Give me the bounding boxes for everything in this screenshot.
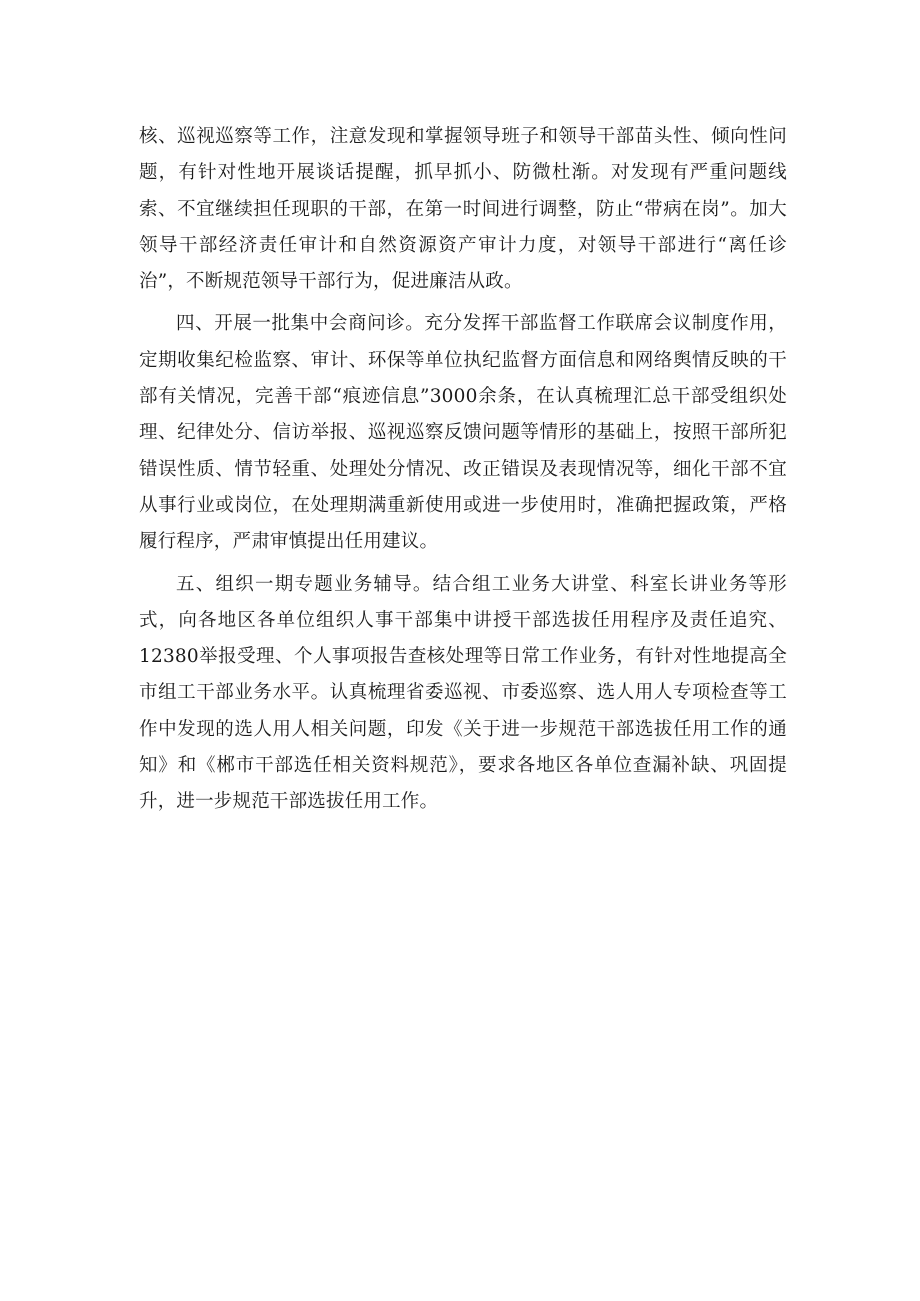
- paragraph-section-five: 五、组织一期专题业务辅导。结合组工业务大讲堂、科室长讲业务等形式，向各地区各单位组织人事干部集中讲授干部选拔任用程序及责任追究、12380举报受理、个人事项报告查核处理等日常工作业务，有针对性地提高全市组工干部业务水平。认真梳理省委巡视、市委巡察、选人用人专项检查等工作中发现的选人用人相关问题，印发《关于进一步规范干部选拔任用工作的通知》和《郴市干部选任相关资料规范》，要求各地区各单位查漏补缺、巩固提升，进一步规范干部选拔任用工作。: [139, 573, 787, 813]
- paragraph-continuation: 核、巡视巡察等工作，注意发现和掌握领导班子和领导干部苗头性、倾向性问题，有针对性地开展谈话提醒，抓早抓小、防微杜渐。对发现有严重问题线索、不宜继续担任现职的干部，在第一时间进行调整，防止“带病在岗”。加大领导干部经济责任审计和自然资源资产审计力度，对领导干部进行“离任诊治”，不断规范领导干部行为，促进廉洁从政。: [139, 126, 787, 293]
- document-body: [139, 119, 787, 821]
- paragraph-section-four: 四、开展一批集中会商问诊。充分发挥干部监督工作联席会议制度作用，定期收集纪检监察、审计、环保等单位执纪监督方面信息和网络舆情反映的干部有关情况，完善干部“痕迹信息”3000余条，在认真梳理汇总干部受组织处理、纪律处分、信访举报、巡视巡察反馈问题等情形的基础上，按照干部所犯错误性质、情节轻重、处理处分情况、改正错误及表现情况等，细化干部不宜从事行业或岗位，在处理期满重新使用或进一步使用时，准确把握政策，严格履行程序，严肃审慎提出任用建议。: [139, 313, 787, 553]
